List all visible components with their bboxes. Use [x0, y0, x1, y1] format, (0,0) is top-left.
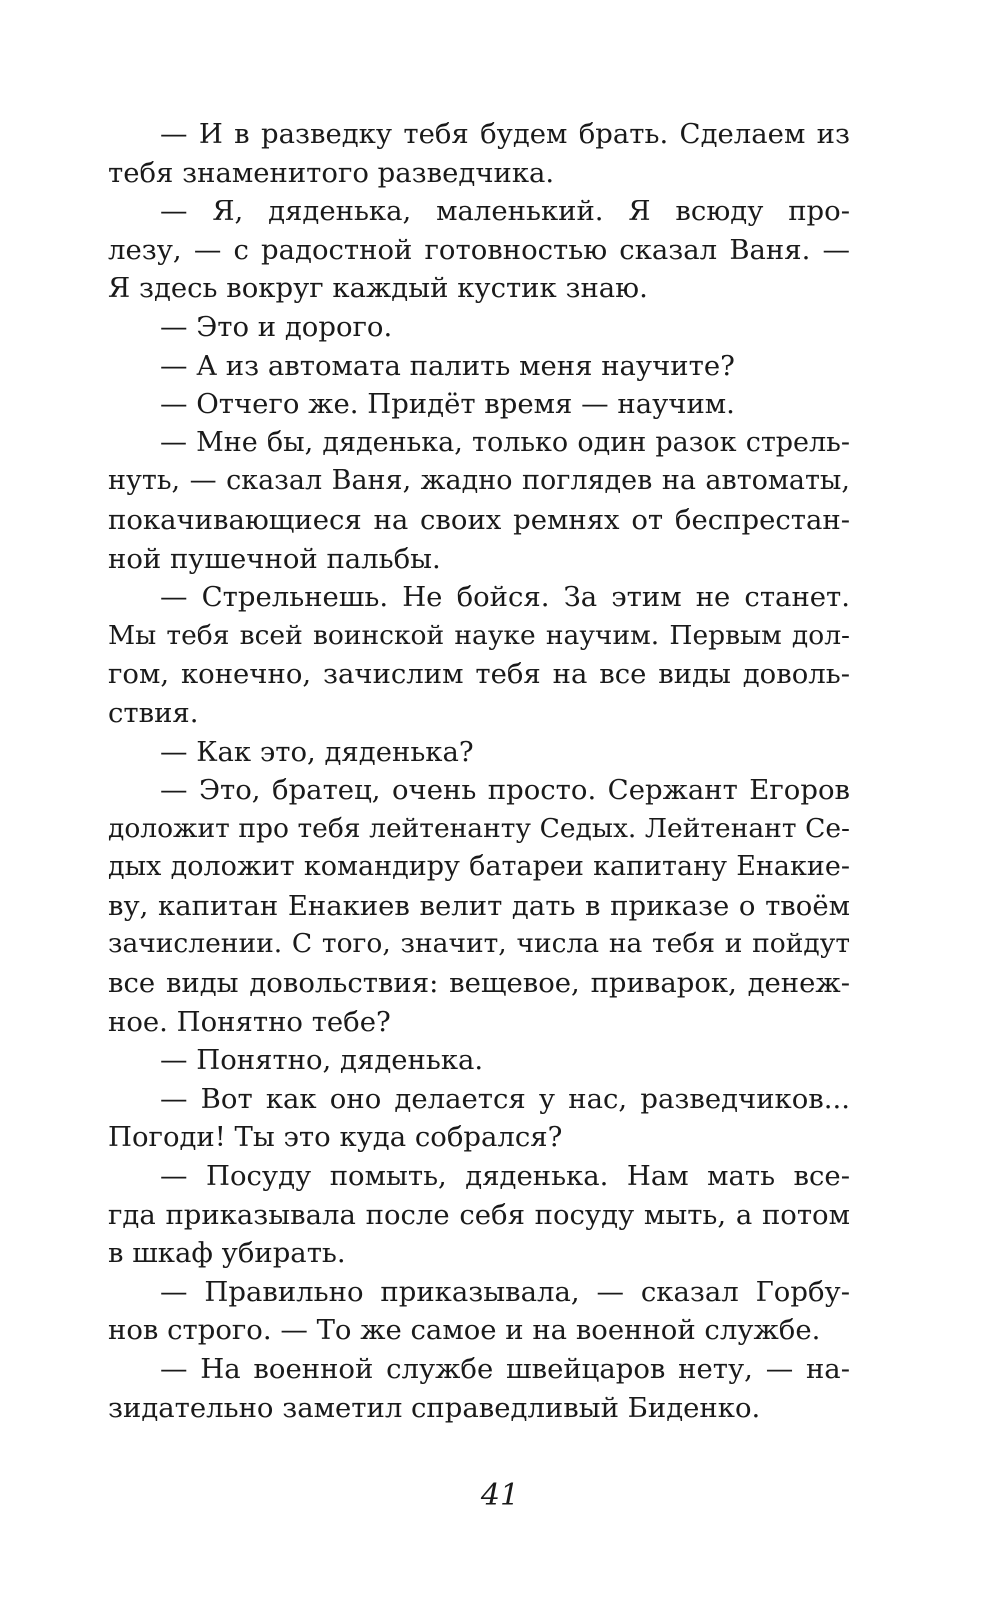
text-line: зидательно заметил справедливый Биденко.	[108, 1391, 761, 1424]
text-line: — На военной службе швейцаров нету, — на-	[160, 1353, 850, 1385]
text-line: Мы тебя всей воинской науке научим. Первым дол-	[108, 619, 850, 651]
text-line: — А из автомата палить меня научите?	[160, 349, 735, 382]
body-text	[108, 115, 850, 1427]
text-line: ствия.	[108, 696, 199, 729]
text-line: — Это, братец, очень просто. Сержант Егоров	[160, 774, 850, 807]
text-line: — Понятно, дяденька.	[160, 1044, 484, 1077]
text-line: нуть, — сказал Ваня, жадно поглядев на автоматы,	[108, 465, 850, 497]
text-line: все виды довольствия: вещевое, приварок, денеж-	[108, 967, 850, 1000]
text-line: — Отчего же. Придёт время — научим.	[160, 388, 735, 421]
text-line: Я здесь вокруг каждый кустик знаю.	[108, 272, 648, 305]
text-line: в шкаф убирать.	[108, 1237, 346, 1270]
text-line: ву, капитан Енакиев велит дать в приказе о твоём	[108, 889, 850, 922]
text-line: ной пушечной пальбы.	[108, 542, 441, 575]
text-line: тебя знаменитого разведчика.	[108, 156, 555, 189]
text-line: — Вот как оно делается у нас, разведчиков...	[160, 1082, 850, 1115]
text-line: — Посуду помыть, дяденька. Нам мать все-	[160, 1160, 850, 1193]
text-line: лезу, — с радостной готовностью сказал Ваня. —	[108, 233, 850, 266]
text-line: — Стрельнешь. Не бойся. За этим не станет.	[160, 581, 850, 614]
text-line: — Мне бы, дяденька, только один разок стрель-	[160, 426, 850, 458]
text-line: — Правильно приказывала, — сказал Горбу-	[160, 1275, 850, 1308]
text-line: Погоди! Ты это куда собрался?	[108, 1121, 563, 1154]
text-line: нов строго. — То же самое и на военной службе.	[108, 1314, 821, 1347]
text-line: — И в разведку тебя будем брать. Сделаем из	[160, 118, 850, 150]
text-line: — Это и дорого.	[160, 310, 393, 343]
text-line: зачислении. С того, значит, числа на тебя и пойдут	[108, 928, 850, 960]
text-line: гом, конечно, зачислим тебя на все виды доволь-	[108, 658, 850, 691]
text-line: ное. Понятно тебе?	[108, 1005, 391, 1038]
text-line: покачивающиеся на своих ремнях от беспрестан-	[108, 503, 850, 536]
text-line: дых доложит командиру батареи капитану Енакие-	[108, 851, 850, 883]
text-line: доложит про тебя лейтенанту Седых. Лейтенант Се-	[108, 812, 850, 844]
text-line: — Я, дяденька, маленький. Я всюду про-	[160, 195, 850, 228]
text-line: гда приказывала после себя посуду мыть, а потом	[108, 1198, 850, 1231]
text-line: — Как это, дяденька?	[160, 735, 474, 768]
page-number: 41	[480, 1478, 520, 1513]
